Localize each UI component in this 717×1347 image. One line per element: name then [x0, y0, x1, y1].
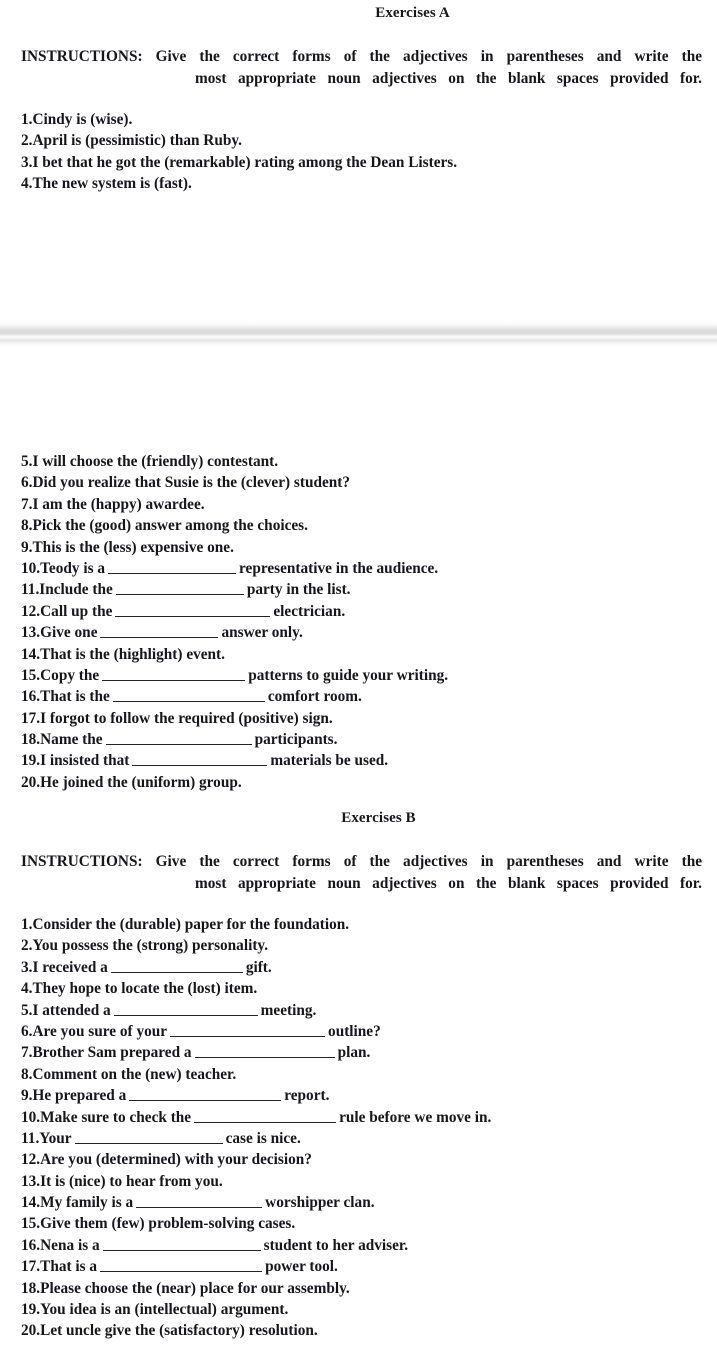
item-text: Nena is a [40, 1236, 100, 1254]
item-number: 5. [21, 453, 33, 470]
item-text: Cindy is (wise). [32, 111, 133, 128]
exercise-item [21, 558, 448, 579]
item-text: That is the [40, 688, 110, 706]
answer-blank[interactable] [116, 582, 244, 595]
item-number: 17. [21, 1258, 41, 1276]
exercise-item [21, 622, 448, 643]
exercise-item [21, 772, 448, 793]
item-text: Pick the (good) answer among the choices. [32, 517, 308, 535]
exercise-item [21, 665, 448, 686]
item-text: This is the (less) expensive one. [32, 538, 234, 556]
exercise-a-items-bottom [21, 451, 448, 793]
item-text: patterns to guide your writing. [248, 666, 449, 684]
item-text: Your [39, 1129, 72, 1147]
item-number: 14. [21, 645, 41, 663]
item-number: 20. [21, 773, 41, 791]
answer-blank[interactable] [114, 1003, 258, 1016]
item-number: 1. [21, 111, 33, 128]
item-number: 12. [21, 602, 41, 620]
item-text: participants. [254, 731, 338, 749]
exercise-item [21, 601, 448, 622]
item-text: I am the (happy) awardee. [32, 495, 205, 513]
answer-blank[interactable] [194, 1110, 336, 1123]
item-number: 15. [21, 666, 41, 684]
item-text: Call up the [40, 602, 113, 620]
item-number: 9. [21, 538, 33, 556]
answer-blank[interactable] [75, 1131, 223, 1144]
item-text: It is (nice) to hear from you. [40, 1172, 223, 1190]
exercise-item [21, 914, 491, 935]
item-number: 4. [21, 175, 33, 193]
exercise-item [21, 494, 448, 515]
item-number: 1. [21, 916, 33, 933]
item-text: worshipper clan. [265, 1194, 375, 1212]
item-text: April is (pessimistic) than Ruby. [32, 132, 242, 150]
answer-blank[interactable] [106, 732, 252, 745]
item-text: Are you (determined) with your decision? [40, 1151, 312, 1169]
item-text: party in the list. [246, 581, 351, 599]
item-number: 2. [21, 132, 33, 150]
item-number: 10. [21, 1108, 41, 1126]
exercise-item [21, 109, 457, 130]
answer-blank[interactable] [129, 1088, 281, 1101]
item-text: My family is a [40, 1194, 134, 1212]
instructions-line-2: most appropriate noun adjectives on the blank spaces provided for. [195, 875, 702, 892]
item-text: You idea is an (intellectual) argument. [40, 1301, 289, 1319]
item-text: Copy the [40, 666, 100, 684]
exercise-item [21, 1213, 491, 1234]
item-number: 5. [21, 1001, 33, 1019]
answer-blank[interactable] [170, 1024, 325, 1037]
exercise-item [21, 1235, 491, 1256]
item-text: Did you realize that Susie is the (clever) student? [32, 474, 351, 492]
exercise-item [21, 1320, 491, 1341]
item-number: 3. [21, 958, 33, 976]
exercise-item [21, 1256, 491, 1277]
exercise-a-instructions [21, 46, 702, 90]
item-text: report. [284, 1087, 330, 1105]
answer-blank[interactable] [195, 1045, 335, 1058]
item-text: representative in the audience. [239, 559, 439, 577]
instructions-line-1: INSTRUCTIONS: Give the correct forms of the adjectives in parentheses and write the [21, 853, 702, 870]
item-text: I bet that he got the (remarkable) rating among the Dean Listers. [32, 153, 458, 171]
exercise-item [21, 1171, 491, 1192]
exercise-item [21, 1107, 491, 1128]
item-text: Name the [40, 731, 103, 749]
exercise-item [21, 515, 448, 536]
item-text: He prepared a [32, 1087, 127, 1105]
item-text: Teody is a [40, 559, 106, 577]
item-number: 13. [21, 1172, 41, 1190]
item-number: 10. [21, 559, 41, 577]
exercise-item [21, 978, 491, 999]
item-number: 2. [21, 937, 33, 955]
item-text: answer only. [221, 624, 303, 642]
item-text: case is nice. [225, 1129, 301, 1147]
exercise-a-title: Exercises A [375, 5, 450, 21]
answer-blank[interactable] [113, 689, 265, 702]
item-number: 6. [21, 474, 33, 492]
item-text: Are you sure of your [32, 1022, 168, 1040]
answer-blank[interactable] [115, 604, 270, 617]
item-text: That is the (highlight) event. [40, 645, 225, 663]
exercise-item [21, 1128, 491, 1149]
answer-blank[interactable] [108, 561, 236, 574]
item-number: 7. [21, 495, 33, 513]
item-text: You possess the (strong) personality. [32, 937, 269, 955]
exercise-item [21, 1149, 491, 1170]
exercise-b-instructions [21, 851, 702, 895]
item-number: 14. [21, 1194, 41, 1212]
item-text: I insisted that [40, 752, 130, 770]
item-number: 8. [21, 517, 33, 535]
item-text: power tool. [265, 1258, 338, 1276]
item-number: 9. [21, 1087, 33, 1105]
item-text: I forgot to follow the required (positive) sign. [40, 709, 333, 727]
exercise-item [21, 1192, 491, 1213]
item-text: Make sure to check the [40, 1108, 192, 1126]
exercise-item [21, 451, 448, 472]
item-text: materials be used. [270, 752, 389, 770]
item-text: Give them (few) problem-solving cases. [40, 1215, 296, 1233]
exercise-item [21, 579, 448, 600]
item-number: 4. [21, 980, 33, 998]
item-text: meeting. [260, 1001, 317, 1019]
exercise-item [21, 957, 491, 978]
exercise-item [21, 537, 448, 558]
item-text: outline? [328, 1022, 381, 1040]
exercise-item [21, 173, 457, 194]
exercise-item [21, 644, 448, 665]
item-text: He joined the (uniform) group. [40, 773, 242, 791]
exercise-a-items-top [21, 109, 457, 195]
item-number: 19. [21, 752, 41, 770]
answer-blank[interactable] [132, 753, 267, 766]
item-number: 12. [21, 1151, 41, 1169]
exercise-item [21, 1085, 491, 1106]
item-text: Comment on the (new) teacher. [32, 1065, 237, 1083]
item-text: I received a [32, 958, 108, 976]
answer-blank[interactable] [100, 625, 218, 638]
answer-blank[interactable] [136, 1195, 262, 1208]
item-text: Let uncle give the (satisfactory) resolution. [40, 1322, 318, 1340]
item-text: They hope to locate the (lost) item. [32, 980, 258, 998]
item-text: plan. [337, 1044, 371, 1062]
item-text: Include the [39, 581, 113, 599]
item-text: rule before we move in. [339, 1108, 492, 1126]
item-number: 17. [21, 709, 41, 727]
item-text: student to her adviser. [263, 1236, 409, 1254]
item-text: Consider the (durable) paper for the foundation. [32, 916, 350, 933]
item-number: 13. [21, 624, 41, 642]
item-number: 11. [21, 1129, 40, 1147]
item-text: Give one [40, 624, 98, 642]
item-number: 11. [21, 581, 40, 599]
answer-blank[interactable] [100, 1259, 262, 1272]
exercise-item [21, 708, 448, 729]
exercise-item [21, 1064, 491, 1085]
exercise-item [21, 1021, 491, 1042]
item-text: comfort room. [267, 688, 362, 706]
exercise-item [21, 686, 448, 707]
item-number: 16. [21, 1236, 41, 1254]
item-text: I attended a [32, 1001, 111, 1019]
exercise-b-items [21, 914, 491, 1342]
item-number: 19. [21, 1301, 41, 1319]
item-text: Brother Sam prepared a [32, 1044, 192, 1062]
exercise-item [21, 130, 457, 151]
item-number: 18. [21, 1279, 41, 1297]
item-text: The new system is (fast). [32, 175, 192, 193]
item-number: 6. [21, 1022, 33, 1040]
instructions-line-1: INSTRUCTIONS: Give the correct forms of the adjectives in parentheses and write the [21, 48, 702, 65]
exercise-item [21, 1278, 491, 1299]
answer-blank[interactable] [111, 960, 243, 973]
answer-blank[interactable] [102, 668, 245, 681]
exercise-item [21, 1000, 491, 1021]
item-text: I will choose the (friendly) contestant. [32, 453, 279, 470]
exercise-item [21, 472, 448, 493]
item-text: gift. [245, 958, 272, 976]
item-number: 7. [21, 1044, 33, 1062]
exercise-item [21, 1299, 491, 1320]
item-number: 16. [21, 688, 41, 706]
page-break-divider [0, 320, 717, 346]
item-text: electrician. [273, 602, 346, 620]
item-text: Please choose the (near) place for our assembly. [40, 1279, 350, 1297]
exercise-b-title: Exercises B [341, 810, 416, 826]
exercise-item [21, 935, 491, 956]
instructions-line-2: most appropriate noun adjectives on the blank spaces provided for. [195, 70, 702, 87]
item-number: 15. [21, 1215, 41, 1233]
item-number: 8. [21, 1065, 33, 1083]
exercise-item [21, 1042, 491, 1063]
item-number: 18. [21, 731, 41, 749]
item-number: 20. [21, 1322, 41, 1340]
item-text: That is a [40, 1258, 98, 1276]
item-number: 3. [21, 153, 33, 171]
exercise-item [21, 729, 448, 750]
answer-blank[interactable] [103, 1238, 261, 1251]
exercise-item [21, 152, 457, 173]
exercise-item [21, 750, 448, 771]
